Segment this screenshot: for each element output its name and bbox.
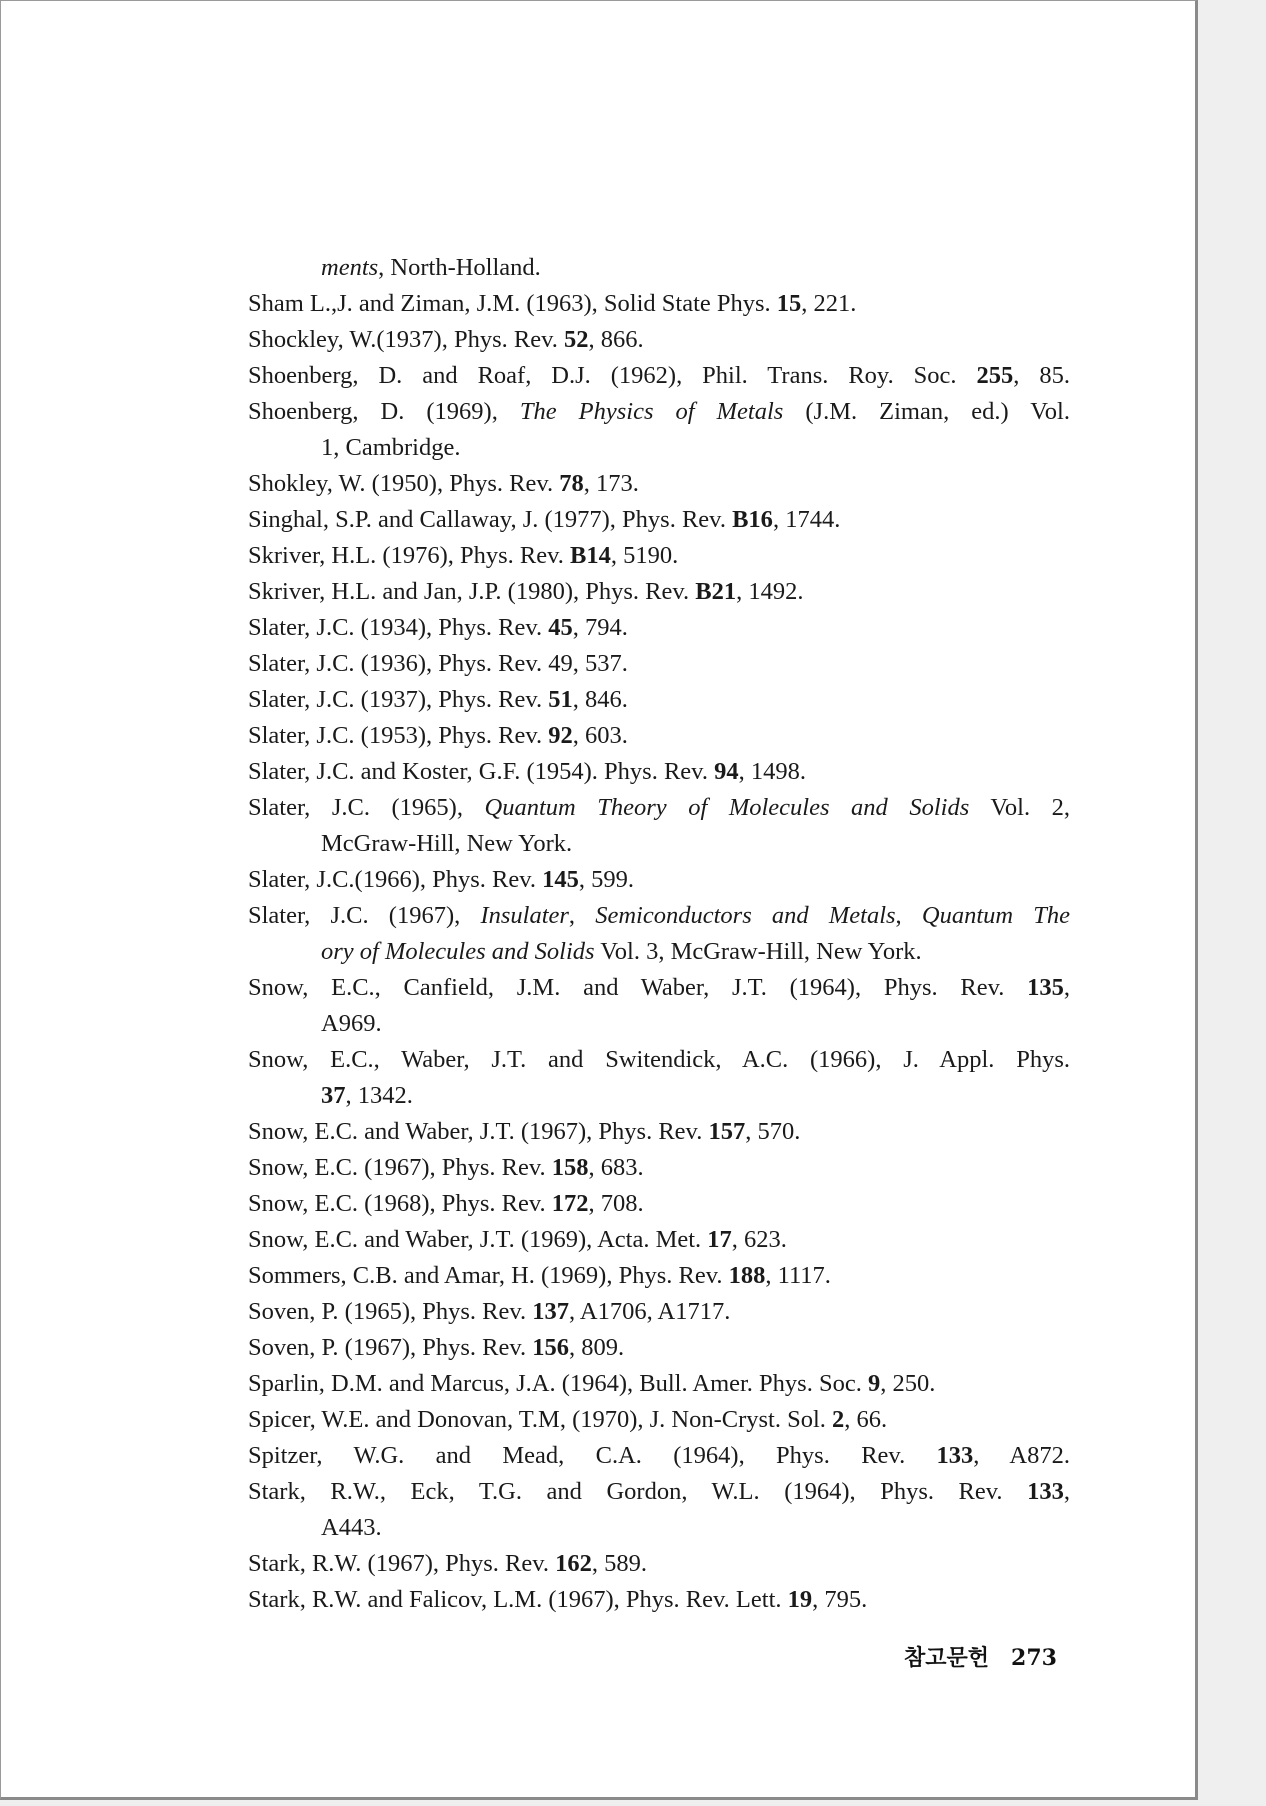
reference-line — [248, 862, 1070, 898]
reference-text: Shoenberg, D. and Roaf, D.J. (1962), Phil. Trans. Roy. Soc. — [248, 362, 977, 389]
reference-text: A969. — [321, 1010, 382, 1037]
reference-text: , 589. — [591, 1550, 648, 1577]
reference-text: Spitzer, W.G. and Mead, C.A. (1964), Phys. Rev. — [248, 1442, 937, 1469]
reference-text: Skriver, H.L. (1976), Phys. Rev. — [248, 542, 571, 569]
reference-line — [248, 1114, 1070, 1150]
reference-text: , A872. — [973, 1442, 1070, 1469]
reference-text: , 846. — [572, 686, 628, 713]
reference-text: , 1744. — [772, 506, 841, 533]
reference-continuation-line — [248, 1510, 1070, 1546]
reference-line — [248, 1186, 1070, 1222]
reference-text: , 570. — [745, 1118, 801, 1145]
volume-number: 188 — [728, 1262, 766, 1289]
volume-number: 9 — [867, 1370, 881, 1397]
volume-number: B14 — [570, 542, 611, 569]
reference-line — [248, 1402, 1070, 1438]
volume-number: 156 — [532, 1334, 570, 1361]
reference-line — [248, 1366, 1070, 1402]
reference-text: McGraw-Hill, New York. — [321, 830, 573, 857]
reference-text: , 173. — [583, 470, 639, 497]
reference-line — [248, 1258, 1070, 1294]
italic-title: The Physics of Metals — [519, 398, 784, 425]
reference-text: Slater, J.C. (1967), — [248, 902, 481, 929]
reference-text: Skriver, H.L. and Jan, J.P. (1980), Phys. Rev. — [248, 578, 696, 605]
page-number: 273 — [1011, 1645, 1057, 1671]
reference-text: , 795. — [812, 1586, 868, 1613]
volume-number: 15 — [776, 290, 802, 317]
reference-text: , 683. — [588, 1154, 644, 1181]
reference-text: Stark, R.W., Eck, T.G. and Gordon, W.L. (1964), Phys. Rev. — [248, 1478, 1028, 1505]
reference-text: Soven, P. (1967), Phys. Rev. — [248, 1334, 533, 1361]
volume-number: 133 — [936, 1442, 974, 1469]
reference-text: , — [1063, 1478, 1070, 1505]
reference-text: , 708. — [588, 1190, 644, 1217]
volume-number: 51 — [548, 686, 573, 713]
section-title: 참고문헌 — [904, 1645, 990, 1671]
reference-line — [248, 970, 1070, 1006]
volume-number: B21 — [695, 578, 737, 605]
reference-continuation-line — [248, 430, 1070, 466]
reference-text: Vol. 3, McGraw-Hill, New York. — [594, 938, 922, 965]
volume-number: 255 — [976, 362, 1014, 389]
reference-text: Slater, J.C. (1953), Phys. Rev. — [248, 722, 549, 749]
reference-list — [248, 250, 1070, 1618]
volume-number: 162 — [555, 1550, 592, 1577]
italic-title: ments — [321, 254, 379, 281]
reference-text: Sham L.,J. and Ziman, J.M. (1963), Solid State Phys. — [248, 290, 777, 317]
reference-text: Sommers, C.B. and Amar, H. (1969), Phys. Rev. — [248, 1262, 729, 1289]
reference-text: (J.M. Ziman, ed.) Vol. — [783, 398, 1070, 425]
reference-text: , North-Holland. — [378, 254, 541, 281]
reference-text: Slater, J.C. and Koster, G.F. (1954). Phys. Rev. — [248, 758, 715, 785]
reference-text: , 1117. — [765, 1262, 831, 1289]
volume-number: 45 — [548, 614, 573, 641]
reference-line — [248, 1294, 1070, 1330]
page-footer — [904, 1641, 1079, 1672]
reference-line — [248, 1546, 1070, 1582]
reference-line — [248, 754, 1070, 790]
reference-text: , 5190. — [610, 542, 679, 569]
reference-text: , 85. — [1013, 362, 1070, 389]
reference-text: Slater, J.C. (1965), — [248, 794, 485, 821]
reference-text: , — [1063, 974, 1070, 1001]
reference-text: Shoenberg, D. (1969), — [248, 398, 520, 425]
reference-line — [248, 1150, 1070, 1186]
reference-line — [248, 394, 1070, 430]
volume-number: 135 — [1027, 974, 1064, 1001]
volume-number: 19 — [787, 1586, 813, 1613]
reference-line — [248, 1582, 1070, 1618]
volume-number: 158 — [551, 1154, 589, 1181]
reference-text: , 66. — [844, 1406, 888, 1433]
volume-number: 172 — [551, 1190, 589, 1217]
volume-number: 17 — [707, 1226, 732, 1253]
reference-text: , 603. — [572, 722, 628, 749]
volume-number: 2 — [832, 1406, 845, 1433]
reference-line — [248, 610, 1070, 646]
volume-number: 157 — [708, 1118, 746, 1145]
reference-text: Shokley, W. (1950), Phys. Rev. — [248, 470, 560, 497]
reference-text: Snow, E.C., Canfield, J.M. and Waber, J.T. (1964), Phys. Rev. — [248, 974, 1028, 1001]
reference-text: , 221. — [801, 290, 857, 317]
reference-line — [248, 718, 1070, 754]
volume-number: 37 — [321, 1082, 346, 1109]
reference-line — [248, 1438, 1070, 1474]
reference-line — [248, 1222, 1070, 1258]
reference-text: Snow, E.C. and Waber, J.T. (1969), Acta. Met. — [248, 1226, 708, 1253]
reference-text: Slater, J.C. (1936), Phys. Rev. 49, 537. — [248, 650, 628, 677]
volume-number: B16 — [732, 506, 773, 533]
reference-continuation-line — [248, 826, 1070, 862]
reference-text: Soven, P. (1965), Phys. Rev. — [248, 1298, 533, 1325]
reference-text: 1, Cambridge. — [321, 434, 461, 461]
reference-line — [248, 790, 1070, 826]
reference-text: Snow, E.C., Waber, J.T. and Switendick, A.C. (1966), J. Appl. Phys. — [248, 1046, 1070, 1073]
volume-number: 145 — [542, 866, 579, 893]
reference-text: , 794. — [572, 614, 628, 641]
reference-text: Spicer, W.E. and Donovan, T.M, (1970), J. Non-Cryst. Sol. — [248, 1406, 833, 1433]
reference-text: , — [568, 902, 596, 929]
reference-text: Slater, J.C. (1937), Phys. Rev. — [248, 686, 549, 713]
reference-continuation-line — [248, 250, 1070, 286]
reference-line — [248, 466, 1070, 502]
volume-number: 52 — [564, 326, 589, 353]
reference-text: , 250. — [880, 1370, 936, 1397]
reference-text: Stark, R.W. and Falicov, L.M. (1967), Phys. Rev. Lett. — [248, 1586, 788, 1613]
reference-line — [248, 682, 1070, 718]
reference-line — [248, 502, 1070, 538]
reference-text: Stark, R.W. (1967), Phys. Rev. — [248, 1550, 556, 1577]
reference-continuation-line — [248, 934, 1070, 970]
reference-text: Snow, E.C. (1967), Phys. Rev. — [248, 1154, 552, 1181]
reference-line — [248, 538, 1070, 574]
reference-text: , A1706, A1717. — [569, 1298, 731, 1325]
reference-text: Snow, E.C. and Waber, J.T. (1967), Phys. Rev. — [248, 1118, 709, 1145]
volume-number: 78 — [559, 470, 584, 497]
italic-title: Quantum Theory of Molecules and Solids — [484, 794, 970, 821]
reference-continuation-line — [248, 1078, 1070, 1114]
reference-line — [248, 646, 1070, 682]
reference-text: Shockley, W.(1937), Phys. Rev. — [248, 326, 564, 353]
italic-title: Semiconductors and Metals — [595, 902, 896, 929]
reference-text: , 623. — [731, 1226, 787, 1253]
reference-text: , 809. — [569, 1334, 625, 1361]
reference-text: , 599. — [578, 866, 635, 893]
italic-title: ory of Molecules and Solids — [321, 938, 595, 965]
reference-continuation-line — [248, 1006, 1070, 1042]
volume-number: 94 — [714, 758, 739, 785]
reference-text: , 1342. — [345, 1082, 413, 1109]
italic-title: Quantum The — [921, 902, 1070, 929]
reference-text: A443. — [321, 1514, 382, 1541]
reference-text: Sparlin, D.M. and Marcus, J.A. (1964), Bull. Amer. Phys. Soc. — [248, 1370, 868, 1397]
reference-line — [248, 358, 1070, 394]
reference-line — [248, 1330, 1070, 1366]
reference-text: , 866. — [588, 326, 644, 353]
reference-text: , 1498. — [738, 758, 806, 785]
reference-line — [248, 574, 1070, 610]
reference-line — [248, 898, 1070, 934]
italic-title: Insulater — [480, 902, 569, 929]
volume-number: 137 — [532, 1298, 570, 1325]
reference-line — [248, 1474, 1070, 1510]
reference-text: Vol. 2, — [969, 794, 1070, 821]
reference-text: Snow, E.C. (1968), Phys. Rev. — [248, 1190, 552, 1217]
reference-line — [248, 1042, 1070, 1078]
reference-text: Slater, J.C.(1966), Phys. Rev. — [248, 866, 543, 893]
reference-text: Singhal, S.P. and Callaway, J. (1977), Phys. Rev. — [248, 506, 733, 533]
reference-text: , 1492. — [736, 578, 804, 605]
volume-number: 133 — [1027, 1478, 1064, 1505]
reference-line — [248, 286, 1070, 322]
reference-text: Slater, J.C. (1934), Phys. Rev. — [248, 614, 549, 641]
reference-line — [248, 322, 1070, 358]
volume-number: 92 — [548, 722, 573, 749]
reference-text: , — [895, 902, 922, 929]
